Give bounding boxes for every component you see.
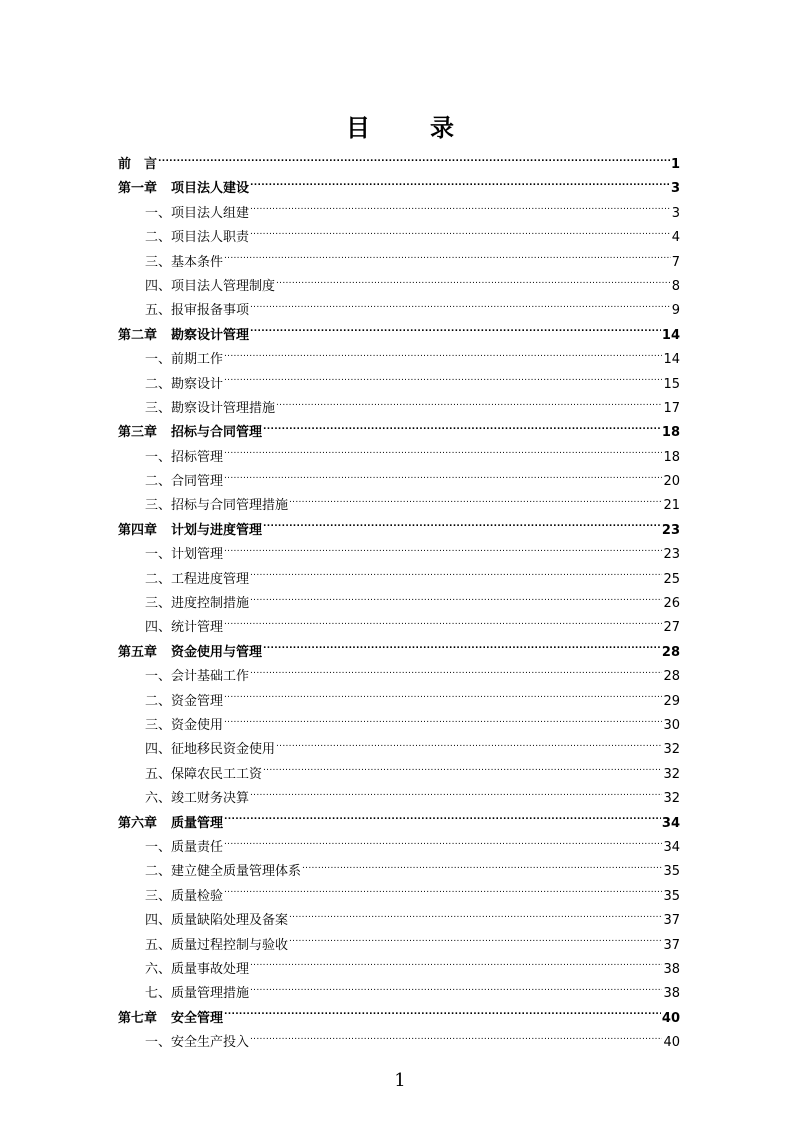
toc-dot-leader [224, 717, 662, 729]
toc-page-number: 32 [663, 791, 680, 807]
toc-section-entry[interactable] [118, 836, 680, 860]
toc-dot-leader [276, 400, 662, 412]
toc-dot-leader [250, 985, 662, 997]
toc-section-entry[interactable] [118, 690, 680, 714]
toc-dot-leader [250, 595, 662, 607]
toc-page-number: 34 [663, 839, 680, 855]
toc-chapter-entry[interactable] [118, 421, 680, 445]
toc-entry-label [145, 763, 262, 787]
toc-entry-label [118, 421, 262, 445]
toc-dot-leader [250, 229, 671, 241]
toc-entry-label [145, 373, 223, 397]
toc-entry-text: 四、质量缺陷处理及备案 [145, 913, 289, 929]
toc-entry-label [145, 885, 223, 909]
toc-page-number: 38 [663, 986, 680, 1002]
toc-dot-leader [250, 327, 661, 339]
toc-dot-leader [250, 571, 662, 583]
toc-chapter-number: 第七章 [118, 1010, 158, 1026]
toc-entry-label [145, 1031, 249, 1055]
toc-section-entry[interactable] [118, 299, 680, 323]
toc-chapter-number: 第三章 [118, 425, 158, 441]
toc-page-number: 14 [661, 327, 680, 343]
toc-entry-label [145, 860, 301, 884]
toc-dot-leader [224, 449, 662, 461]
toc-chapter-entry[interactable] [118, 153, 680, 177]
toc-page-number: 35 [663, 888, 680, 904]
toc-section-entry[interactable] [118, 568, 680, 592]
toc-chapter-entry[interactable] [118, 324, 680, 348]
toc-dot-leader [263, 522, 661, 534]
toc-section-entry[interactable] [118, 251, 680, 275]
toc-dot-leader [250, 961, 662, 973]
table-of-contents [118, 153, 680, 1055]
toc-section-entry[interactable] [118, 470, 680, 494]
toc-page-number: 40 [663, 1035, 680, 1051]
toc-entry-label [145, 275, 275, 299]
toc-dot-leader [250, 180, 670, 192]
toc-page-number: 32 [663, 742, 680, 758]
toc-entry-text: 前 言 [118, 157, 158, 172]
toc-entry-text: 一、招标管理 [145, 449, 224, 465]
toc-chapter-number: 第五章 [118, 644, 158, 660]
toc-entry-text: 二、建立健全质量管理体系 [145, 864, 302, 880]
toc-page-number: 17 [663, 400, 680, 416]
toc-dot-leader [224, 1010, 661, 1022]
toc-page-number: 15 [663, 376, 680, 392]
toc-section-entry[interactable] [118, 738, 680, 762]
toc-page-number: 18 [663, 449, 680, 465]
toc-entry-text: 二、合同管理 [145, 474, 224, 490]
toc-dot-leader [224, 546, 662, 558]
toc-entry-text: 五、质量过程控制与验收 [145, 937, 289, 953]
toc-entry-label [145, 592, 249, 616]
toc-entry-text: 七、质量管理措施 [145, 986, 250, 1002]
toc-entry-label [118, 153, 157, 177]
toc-page-number: 1 [670, 157, 680, 172]
toc-page-number: 25 [663, 571, 680, 587]
toc-entry-text: 招标与合同管理 [171, 425, 263, 441]
toc-entry-text: 一、项目法人组建 [145, 205, 250, 221]
toc-dot-leader [276, 741, 662, 753]
toc-section-entry[interactable] [118, 982, 680, 1006]
toc-dot-leader [250, 302, 671, 314]
toc-entry-label [145, 568, 249, 592]
toc-entry-text: 二、资金管理 [145, 693, 224, 709]
toc-entry-text: 六、竣工财务决算 [145, 791, 250, 807]
toc-entry-text: 一、会计基础工作 [145, 669, 250, 685]
toc-page-number: 35 [663, 864, 680, 880]
toc-entry-label [145, 543, 223, 567]
toc-dot-leader [224, 815, 661, 827]
toc-dot-leader [224, 473, 662, 485]
toc-section-entry[interactable] [118, 1031, 680, 1055]
toc-entry-label [145, 470, 223, 494]
toc-chapter-entry[interactable] [118, 519, 680, 543]
toc-entry-text: 三、资金使用 [145, 717, 224, 733]
toc-dot-leader [302, 863, 662, 875]
toc-section-entry[interactable] [118, 885, 680, 909]
toc-dot-leader [250, 1034, 662, 1046]
toc-page-number: 7 [671, 254, 680, 270]
toc-dot-leader [224, 839, 662, 851]
toc-entry-text: 四、项目法人管理制度 [145, 278, 276, 294]
toc-dot-leader [224, 376, 662, 388]
toc-dot-leader [224, 888, 662, 900]
toc-entry-text: 一、计划管理 [145, 547, 224, 563]
toc-page-number: 37 [663, 913, 680, 929]
toc-chapter-number: 第一章 [118, 181, 158, 197]
toc-page-number: 9 [671, 303, 680, 319]
toc-section-entry[interactable] [118, 934, 680, 958]
toc-section-entry[interactable] [118, 787, 680, 811]
toc-page-number: 28 [663, 669, 680, 685]
toc-entry-label [118, 1007, 223, 1031]
toc-page-number: 28 [661, 644, 680, 660]
toc-section-entry[interactable] [118, 616, 680, 640]
toc-entry-label [145, 202, 249, 226]
toc-page-number: 4 [671, 230, 680, 246]
toc-page-number: 34 [661, 815, 680, 831]
toc-entry-label [145, 738, 275, 762]
toc-entry-label [145, 909, 288, 933]
toc-chapter-number: 第四章 [118, 522, 158, 538]
toc-entry-label [145, 787, 249, 811]
toc-page-number: 37 [663, 937, 680, 953]
toc-entry-label [145, 958, 249, 982]
toc-page-number: 23 [663, 547, 680, 563]
toc-chapter-entry[interactable] [118, 812, 680, 836]
toc-entry-label [145, 982, 249, 1006]
toc-dot-leader [224, 693, 662, 705]
toc-dot-leader [263, 644, 661, 656]
toc-entry-text: 六、质量事故处理 [145, 961, 250, 977]
toc-chapter-number: 第二章 [118, 327, 158, 343]
toc-dot-leader [289, 937, 662, 949]
toc-page-number: 26 [663, 596, 680, 612]
toc-section-entry[interactable] [118, 543, 680, 567]
toc-dot-leader [224, 619, 662, 631]
toc-page-number: 3 [671, 205, 680, 221]
toc-entry-text: 三、质量检验 [145, 888, 224, 904]
toc-entry-text: 一、前期工作 [145, 352, 224, 368]
toc-section-entry[interactable] [118, 909, 680, 933]
toc-section-entry[interactable] [118, 592, 680, 616]
toc-section-entry[interactable] [118, 226, 680, 250]
toc-chapter-entry[interactable] [118, 641, 680, 665]
toc-dot-leader [224, 351, 662, 363]
toc-entry-text: 三、进度控制措施 [145, 596, 250, 612]
toc-dot-leader [224, 254, 671, 266]
toc-entry-label [145, 934, 288, 958]
toc-page-number: 30 [663, 717, 680, 733]
toc-entry-text: 五、报审报备事项 [145, 303, 250, 319]
toc-section-entry[interactable] [118, 348, 680, 372]
toc-entry-text: 二、项目法人职责 [145, 230, 250, 246]
toc-entry-label [145, 494, 288, 518]
toc-page-number: 29 [663, 693, 680, 709]
toc-entry-label [145, 226, 249, 250]
toc-entry-text: 四、统计管理 [145, 620, 224, 636]
toc-dot-leader [250, 790, 662, 802]
toc-section-entry[interactable] [118, 958, 680, 982]
toc-entry-label [145, 616, 223, 640]
toc-entry-label [145, 299, 249, 323]
toc-entry-text: 五、保障农民工工资 [145, 766, 263, 782]
toc-title: 目 录 [346, 113, 472, 142]
toc-section-entry[interactable] [118, 714, 680, 738]
toc-dot-leader [250, 668, 662, 680]
toc-section-entry[interactable] [118, 373, 680, 397]
toc-entry-text: 三、招标与合同管理措施 [145, 498, 289, 514]
toc-section-entry[interactable] [118, 860, 680, 884]
toc-entry-label [145, 446, 223, 470]
toc-entry-text: 二、勘察设计 [145, 376, 224, 392]
toc-section-entry[interactable] [118, 202, 680, 226]
toc-entry-label [145, 714, 223, 738]
toc-chapter-entry[interactable] [118, 1007, 680, 1031]
toc-entry-label [145, 251, 223, 275]
toc-entry-label [145, 836, 223, 860]
toc-entry-text: 三、基本条件 [145, 254, 224, 270]
toc-entry-label [145, 690, 223, 714]
toc-section-entry[interactable] [118, 494, 680, 518]
toc-entry-text: 四、征地移民资金使用 [145, 742, 276, 758]
toc-section-entry[interactable] [118, 446, 680, 470]
toc-entry-text: 安全管理 [171, 1010, 224, 1026]
toc-page-number: 3 [670, 181, 680, 197]
toc-page-number: 14 [663, 352, 680, 368]
toc-dot-leader [276, 278, 671, 290]
toc-entry-label [118, 177, 249, 201]
toc-entry-label [145, 665, 249, 689]
toc-dot-leader [289, 497, 662, 509]
toc-entry-text: 一、安全生产投入 [145, 1035, 250, 1051]
toc-page-number: 21 [663, 498, 680, 514]
toc-page-number: 40 [661, 1010, 680, 1026]
toc-entry-text: 二、工程进度管理 [145, 571, 250, 587]
toc-chapter-entry[interactable] [118, 177, 680, 201]
toc-dot-leader [289, 912, 662, 924]
toc-dot-leader [250, 205, 671, 217]
toc-page-number: 23 [661, 522, 680, 538]
toc-chapter-number: 第六章 [118, 815, 158, 831]
toc-entry-text: 三、勘察设计管理措施 [145, 400, 276, 416]
toc-page-number: 32 [663, 766, 680, 782]
toc-dot-leader [263, 766, 662, 778]
toc-entry-text: 资金使用与管理 [171, 644, 263, 660]
toc-entry-text: 勘察设计管理 [171, 327, 250, 343]
toc-entry-label [118, 324, 249, 348]
toc-section-entry[interactable] [118, 397, 680, 421]
toc-entry-label [118, 641, 262, 665]
toc-page-number: 38 [663, 961, 680, 977]
toc-section-entry[interactable] [118, 763, 680, 787]
toc-page-number: 20 [663, 474, 680, 490]
toc-section-entry[interactable] [118, 275, 680, 299]
toc-entry-text: 质量管理 [171, 815, 224, 831]
toc-page-number: 8 [671, 278, 680, 294]
toc-dot-leader [263, 424, 661, 436]
toc-entry-text: 一、质量责任 [145, 839, 224, 855]
toc-section-entry[interactable] [118, 665, 680, 689]
page-number: 1 [394, 1070, 406, 1091]
toc-page-number: 27 [663, 620, 680, 636]
toc-entry-label [145, 348, 223, 372]
toc-entry-text: 项目法人建设 [171, 181, 250, 197]
toc-entry-label [118, 812, 223, 836]
toc-entry-label [118, 519, 262, 543]
toc-dot-leader [158, 156, 670, 168]
toc-entry-label [145, 397, 275, 421]
toc-page-number: 18 [661, 425, 680, 441]
toc-entry-text: 计划与进度管理 [171, 522, 263, 538]
